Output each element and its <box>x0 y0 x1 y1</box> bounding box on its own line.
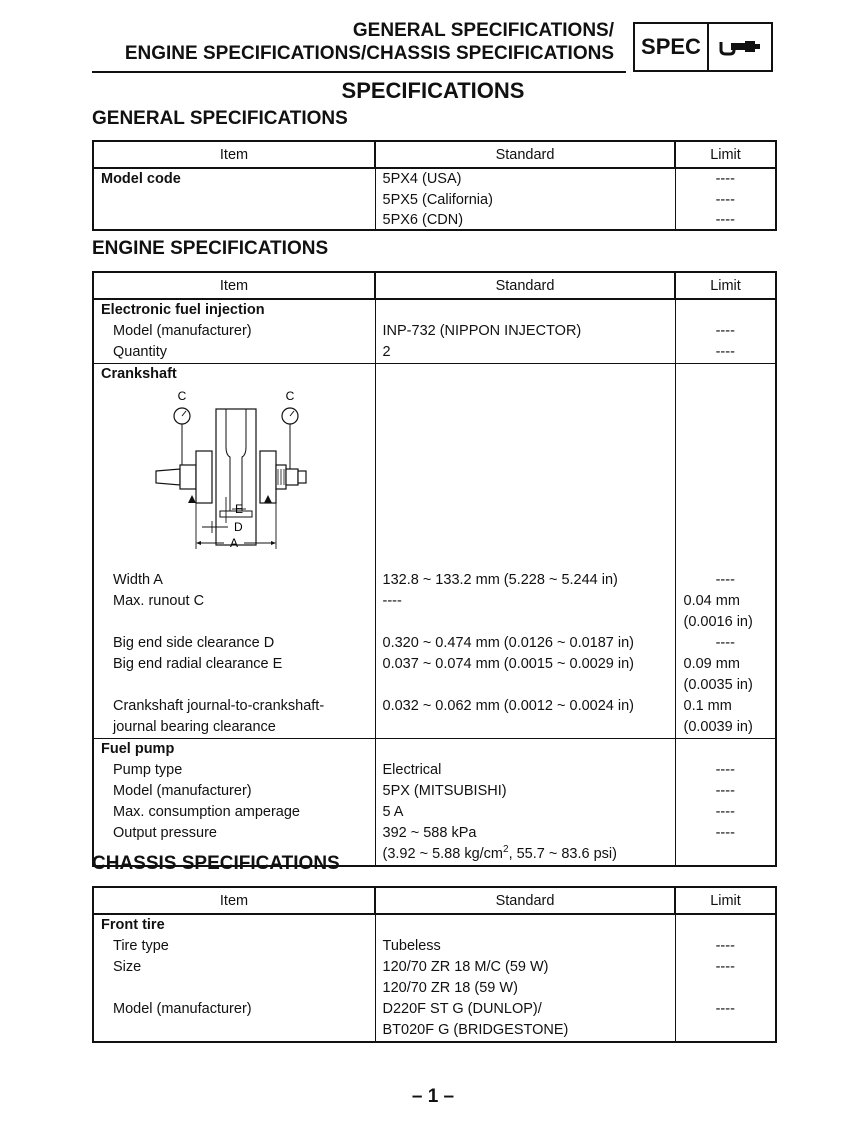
column-limit: Limit <box>675 272 776 299</box>
tire-type-limit: ---- <box>715 938 735 954</box>
pump-type-limit: ---- <box>715 762 735 778</box>
pump-model-label: Model (manufacturer) <box>113 783 252 799</box>
crank-width-limit: ---- <box>715 572 735 588</box>
tire-model-value: BT020F G (BRIDGESTONE) <box>382 1022 569 1038</box>
header-line-1: GENERAL SPECIFICATIONS/ <box>352 20 614 41</box>
model-code-label: Model code <box>101 171 181 187</box>
table-row <box>93 364 776 739</box>
crank-journal-clearance-limit: (0.0039 in) <box>683 719 753 735</box>
front-tire-label: Front tire <box>101 917 165 933</box>
pump-pressure-label: Output pressure <box>113 825 217 841</box>
crankshaft-diagram <box>94 385 375 570</box>
column-limit: Limit <box>675 141 776 168</box>
diagram-label-c-left: C <box>177 389 187 403</box>
tire-type-value: Tubeless <box>382 938 441 954</box>
tire-size-label: Size <box>113 959 142 975</box>
tire-model-value: D220F ST G (DUNLOP)/ <box>382 1001 542 1017</box>
general-spec-table <box>92 140 777 231</box>
column-item: Item <box>93 887 375 914</box>
crank-journal-clearance-label: journal bearing clearance <box>113 719 276 735</box>
pump-amperage-label: Max. consumption amperage <box>113 804 300 820</box>
efi-quantity-value: 2 <box>382 344 391 360</box>
general-section-title: GENERAL SPECIFICATIONS <box>92 108 348 129</box>
tire-model-label: Model (manufacturer) <box>113 1001 252 1017</box>
model-code-value: 5PX5 (California) <box>382 192 493 208</box>
pump-type-label: Pump type <box>113 762 183 778</box>
pump-model-limit: ---- <box>715 783 735 799</box>
tire-size-value: 120/70 ZR 18 (59 W) <box>382 980 518 996</box>
engine-spec-table <box>92 271 777 867</box>
efi-model-value: INP-732 (NIPPON INJECTOR) <box>382 323 582 339</box>
crank-journal-clearance-limit: 0.1 mm <box>683 698 732 714</box>
pump-amperage-limit: ---- <box>715 804 735 820</box>
efi-model-label: Model (manufacturer) <box>113 323 252 339</box>
diagram-label-a: A <box>229 536 239 550</box>
model-code-limit: ---- <box>715 212 735 228</box>
diagram-label-c-right: C <box>285 389 295 403</box>
diagram-label-e: E <box>234 502 244 516</box>
table-header-row <box>93 887 776 914</box>
pump-pressure-value: 392 ~ 588 kPa <box>382 825 477 841</box>
table-header-row <box>93 141 776 168</box>
crankshaft-label: Crankshaft <box>101 366 177 382</box>
column-standard: Standard <box>375 887 675 914</box>
table-row <box>93 168 776 230</box>
fuel-pump-label: Fuel pump <box>101 741 175 757</box>
crank-width-label: Width A <box>113 572 163 588</box>
column-item: Item <box>93 141 375 168</box>
crank-side-clearance-limit: ---- <box>715 635 735 651</box>
crank-radial-clearance-label: Big end radial clearance E <box>113 656 283 672</box>
crank-journal-clearance-value: 0.032 ~ 0.062 mm (0.0012 ~ 0.0024 in) <box>382 698 635 714</box>
table-row <box>93 739 776 867</box>
crank-side-clearance-label: Big end side clearance D <box>113 635 275 651</box>
efi-model-limit: ---- <box>715 323 735 339</box>
pump-model-value: 5PX (MITSUBISHI) <box>382 783 507 799</box>
table-row <box>93 914 776 1042</box>
efi-label: Electronic fuel injection <box>101 302 265 318</box>
spec-badge <box>633 22 773 72</box>
tire-model-limit: ---- <box>715 1001 735 1017</box>
crank-runout-label: Max. runout C <box>113 593 205 609</box>
chassis-spec-table <box>92 886 777 1043</box>
column-standard: Standard <box>375 141 675 168</box>
pump-pressure-value-alt: (3.92 ~ 5.88 $kg/cm^2$, 55.7 ~ 83.6 psi) <box>382 844 617 862</box>
tire-type-label: Tire type <box>113 938 169 954</box>
crank-runout-limit: (0.0016 in) <box>683 614 753 630</box>
chassis-section-title: CHASSIS SPECIFICATIONS <box>92 853 340 874</box>
column-item: Item <box>93 272 375 299</box>
page-number: – 1 – <box>411 1086 455 1107</box>
pump-pressure-limit: ---- <box>715 825 735 841</box>
model-code-value: 5PX4 (USA) <box>382 171 462 187</box>
crank-side-clearance-value: 0.320 ~ 0.474 mm (0.0126 ~ 0.0187 in) <box>382 635 635 651</box>
page-title: SPECIFICATIONS <box>341 78 525 103</box>
table-header-row <box>93 272 776 299</box>
crank-runout-limit: 0.04 mm <box>683 593 740 609</box>
crank-radial-clearance-limit: 0.09 mm <box>683 656 740 672</box>
tire-size-limit: ---- <box>715 959 735 975</box>
header-rule <box>92 71 626 73</box>
column-standard: Standard <box>375 272 675 299</box>
crankshaft-figure <box>154 385 314 565</box>
column-limit: Limit <box>675 887 776 914</box>
pump-type-value: Electrical <box>382 762 442 778</box>
efi-quantity-limit: ---- <box>715 344 735 360</box>
model-code-limit: ---- <box>715 192 735 208</box>
efi-quantity-label: Quantity <box>113 344 167 360</box>
model-code-value: 5PX6 (CDN) <box>382 212 464 228</box>
table-row <box>93 299 776 364</box>
crank-radial-clearance-limit: (0.0035 in) <box>683 677 753 693</box>
header-line-2: ENGINE SPECIFICATIONS/CHASSIS SPECIFICATIONS <box>124 43 614 64</box>
micrometer-icon <box>709 24 771 70</box>
engine-section-title: ENGINE SPECIFICATIONS <box>92 238 329 259</box>
diagram-label-d: D <box>234 520 243 534</box>
model-code-limit: ---- <box>715 171 735 187</box>
tire-size-value: 120/70 ZR 18 M/C (59 W) <box>382 959 549 975</box>
pump-amperage-value: 5 A <box>382 804 404 820</box>
spec-badge-label: SPEC <box>635 24 709 70</box>
crank-radial-clearance-value: 0.037 ~ 0.074 mm (0.0015 ~ 0.0029 in) <box>382 656 635 672</box>
crank-journal-clearance-label: Crankshaft journal-to-crankshaft- <box>113 698 325 714</box>
crank-width-value: 132.8 ~ 133.2 mm (5.228 ~ 5.244 in) <box>382 572 618 588</box>
crank-runout-value: ---- <box>382 593 402 609</box>
